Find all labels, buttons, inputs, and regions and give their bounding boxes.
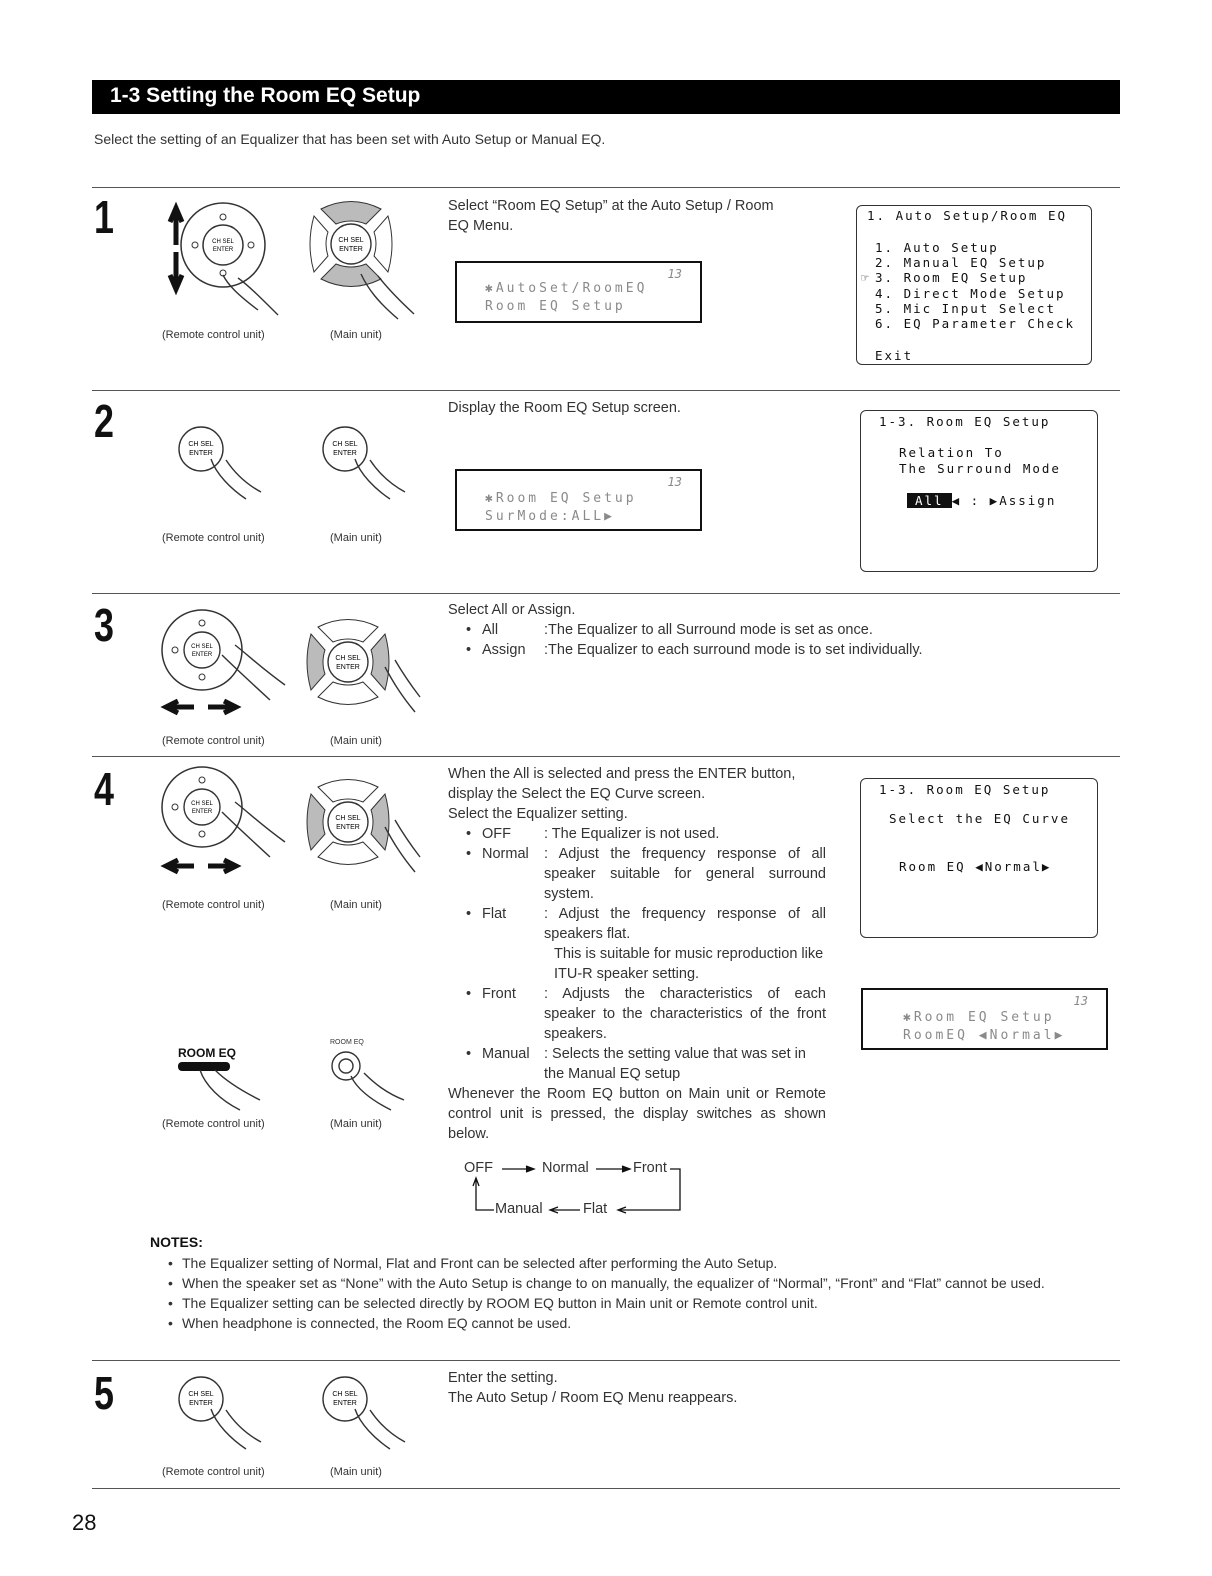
osd-eq-curve-screen: 1-3. Room EQ Setup Select the EQ Curve Room EQ ◀Normal▶ (860, 778, 1098, 938)
option-all-selected: All (907, 493, 952, 508)
main-unit-dpad-illustration (300, 772, 420, 882)
bullet-item: This is suitable for music reproduction like ITU-R speaker setting. (554, 946, 824, 982)
chsel-label: CH SEL (191, 644, 213, 650)
page-number: 28 (72, 1510, 97, 1535)
bullet-item: • OFF : The Equalizer is not used. (466, 826, 720, 842)
chsel-label: CH SEL (335, 655, 361, 662)
chsel-label: CH SEL (332, 1391, 358, 1398)
chsel-label: CH SEL (188, 441, 214, 448)
hand-icon (211, 459, 261, 499)
note-item: • The Equalizer setting can be selected directly by ROOM EQ button in Main unit or Remote control unit. (168, 1295, 818, 1311)
step-text: When the All is selected and press the ENTER button, display the Select the EQ Curve screen. Select the Equalizer setting. • OFF : The Equalizer is not used. • Normal : Adjust the frequency response of all speaker suitable for general surround system. • Flat : Adjust the frequency response of all speakers flat. This is suitable for music reproduction like ITU-R speaker setting. • Front : Adjusts the characteristics of each speaker to the characteristics of the front speakers. • Manual : Selects the setting value that was set in the Manual EQ setup Whenever the Room EQ button on Main unit or Remote control unit is pressed, the display switches as shown below. (448, 766, 826, 1142)
hand-icon (200, 1070, 260, 1110)
divider (92, 1488, 1120, 1489)
remote-caption: (Remote control unit) (162, 329, 265, 341)
step-text: Display the Room EQ Setup screen. (448, 400, 681, 416)
arrow-right-icon (208, 701, 236, 713)
main-caption: (Main unit) (330, 329, 382, 341)
intro-text: Select the setting of an Equalizer that has been set with Auto Setup or Manual EQ. (94, 131, 606, 147)
enter-label: ENTER (336, 664, 360, 671)
osd-room-eq-screen: 1-3. Room EQ Setup Relation To The Surround Mode All ◀ : ▶Assign (860, 410, 1098, 572)
remote-caption: (Remote control unit) (162, 532, 265, 544)
hand-icon (355, 459, 405, 499)
main-enter-button-illustration (320, 424, 410, 524)
front-display-lcd: 13 ✱Room EQ Setup RoomEQ ◀Normal▶ (861, 988, 1108, 1050)
main-enter-button-illustration (320, 1374, 410, 1474)
note-item: • When headphone is connected, the Room EQ cannot be used. (168, 1315, 572, 1331)
note-item: • The Equalizer setting of Normal, Flat and Front can be selected after performing the Auto Setup. (168, 1255, 778, 1271)
step-number: 2 (94, 395, 114, 447)
enter-label: ENTER (191, 809, 213, 815)
flow-arrows (460, 1160, 690, 1220)
main-caption: (Main unit) (330, 899, 382, 911)
step-number: 1 (94, 191, 114, 243)
flow-manual: Manual (495, 1201, 543, 1217)
enter-label: ENTER (212, 247, 234, 253)
main-caption: (Main unit) (330, 1466, 382, 1478)
main-caption: (Main unit) (330, 1118, 382, 1130)
step-text: Select “Room EQ Setup” at the Auto Setup / Room EQ Menu. (448, 198, 774, 234)
main-room-eq-button-illustration (326, 1048, 416, 1118)
bullet-item: • Manual : Selects the setting value that was set in the Manual EQ setup (466, 1046, 806, 1082)
main-caption: (Main unit) (330, 735, 382, 747)
main-caption: (Main unit) (330, 532, 382, 544)
section-title: 1-3 Setting the Room EQ Setup (110, 84, 421, 107)
osd-menu-screen: 1. Auto Setup/Room EQ 1. Auto Setup 2. Manual EQ Setup ☞ 3. Room EQ Setup 4. Direct Mode Setup 5. Mic Input Select 6. EQ Parameter Check Exit (856, 205, 1092, 365)
bullet-item: • Flat : Adjust the frequency response of all speakers flat. (466, 906, 826, 942)
arrow-left-icon (166, 701, 194, 713)
notes-list (164, 1253, 1120, 1333)
bullet-item: • Assign :The Equalizer to each surround mode is to set individually. (466, 642, 923, 658)
chsel-label: CH SEL (335, 815, 361, 822)
remote-enter-button-illustration (176, 1374, 266, 1474)
hand-icon (385, 820, 420, 872)
remote-caption: (Remote control unit) (162, 1466, 265, 1478)
front-display-lcd: 13 ✱Room EQ Setup SurMode:ALL▶ (455, 469, 702, 531)
enter-label: ENTER (333, 1400, 357, 1407)
arrow-down-icon (170, 252, 182, 289)
flow-front: Front (633, 1160, 667, 1176)
remote-caption: (Remote control unit) (162, 735, 265, 747)
bullet-item: • All :The Equalizer to all Surround mode is set as once. (466, 622, 873, 638)
divider (92, 1360, 1120, 1361)
remote-dial-leftright-illustration (160, 762, 300, 882)
enter-label: ENTER (189, 1400, 213, 1407)
bullet-item: • Normal : Adjust the frequency response of all speaker suitable for general surround system. (466, 846, 826, 902)
flow-off: OFF (464, 1160, 493, 1176)
room-eq-button-label: ROOM EQ (178, 1046, 237, 1060)
remote-enter-button-illustration (176, 424, 266, 524)
arrow-left-icon (166, 860, 194, 872)
hand-icon (385, 660, 420, 712)
section-header-bar (92, 80, 1120, 114)
step-number: 4 (94, 763, 114, 815)
enter-label: ENTER (333, 450, 357, 457)
flow-flat: Flat (583, 1201, 608, 1217)
step-number: 5 (94, 1367, 114, 1419)
divider (92, 756, 1120, 757)
divider (92, 390, 1120, 391)
remote-dial-updown-illustration (168, 190, 288, 320)
enter-label: ENTER (339, 246, 363, 253)
main-unit-dpad-illustration (300, 612, 420, 722)
remote-caption: (Remote control unit) (162, 899, 265, 911)
notes-title: NOTES: (150, 1234, 203, 1250)
hand-icon (222, 802, 285, 857)
remote-dial-leftright-illustration (160, 605, 300, 725)
note-item: • When the speaker set as “None” with the Auto Setup is change to on manually, the equalizer of “Normal”, “Front” and “Flat” cannot be used. (168, 1275, 1045, 1291)
step-number: 3 (94, 599, 114, 651)
hand-icon (222, 645, 285, 700)
front-display-lcd: 13 ✱AutoSet/RoomEQ Room EQ Setup (455, 261, 702, 323)
remote-room-eq-button-illustration (170, 1060, 280, 1120)
chsel-label: CH SEL (191, 801, 213, 807)
arrow-up-icon (170, 208, 182, 245)
room-eq-small-label: ROOM EQ (330, 1039, 364, 1046)
main-unit-dpad-illustration (306, 194, 416, 324)
divider (92, 593, 1120, 594)
chsel-label: CH SEL (212, 239, 234, 245)
hand-icon (351, 1073, 404, 1110)
arrow-right-icon (208, 860, 236, 872)
bullet-item: • Front : Adjusts the characteristics of each speaker to the characteristics of the front speakers. (466, 986, 826, 1042)
step-text: Enter the setting. The Auto Setup / Room EQ Menu reappears. (448, 1370, 738, 1406)
enter-label: ENTER (189, 450, 213, 457)
cursor-icon: ☞ (861, 270, 871, 285)
chsel-label: CH SEL (332, 441, 358, 448)
hand-icon (355, 1409, 405, 1449)
remote-caption: (Remote control unit) (162, 1118, 265, 1130)
hand-icon (211, 1409, 261, 1449)
chsel-label: CH SEL (188, 1391, 214, 1398)
step-text: Select All or Assign. • All :The Equalizer to all Surround mode is set as once. • Assign :The Equalizer to each surround mode is to set individually. (448, 600, 1068, 660)
divider (92, 187, 1120, 188)
flow-normal: Normal (542, 1160, 589, 1176)
enter-label: ENTER (191, 652, 213, 658)
enter-label: ENTER (336, 824, 360, 831)
chsel-label: CH SEL (338, 237, 364, 244)
hand-icon (223, 275, 278, 315)
